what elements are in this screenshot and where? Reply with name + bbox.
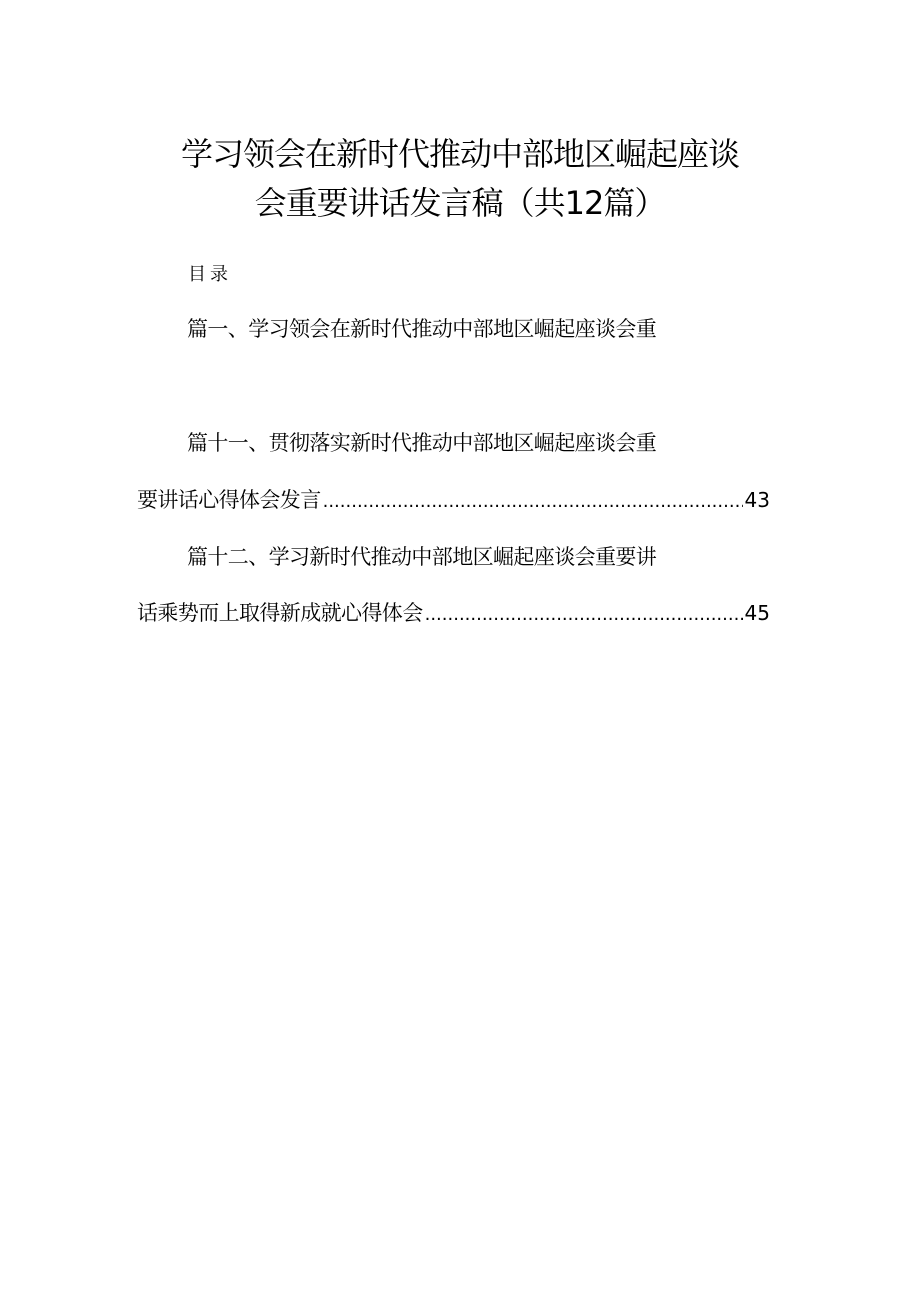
toc-entry-11-line-2 bbox=[137, 485, 770, 517]
toc-entry-11-line-1: 篇十一、贯彻落实新时代推动中部地区崛起座谈会重 bbox=[187, 431, 657, 455]
toc-entry-12-line-1: 篇十二、学习新时代推动中部地区崛起座谈会重要讲 bbox=[187, 545, 657, 569]
document-title-line-2: 会重要讲话发言稿（共12篇） bbox=[254, 184, 666, 222]
toc-heading: 目录 bbox=[188, 264, 232, 285]
toc-dot-leader bbox=[323, 487, 743, 517]
document-title-line-1: 学习领会在新时代推动中部地区崛起座谈 bbox=[180, 135, 739, 173]
toc-entry-11-page: 43 bbox=[744, 488, 770, 512]
toc-entry-12-line-2 bbox=[137, 598, 770, 630]
toc-entry-1-line-1: 篇一、学习领会在新时代推动中部地区崛起座谈会重 bbox=[187, 317, 657, 341]
toc-entry-12-page: 45 bbox=[744, 601, 770, 625]
toc-entry-12-text: 话乘势而上取得新成就心得体会 bbox=[137, 601, 423, 625]
toc-entry-11-text: 要讲话心得体会发言 bbox=[137, 488, 321, 512]
toc-dot-leader bbox=[425, 600, 743, 630]
